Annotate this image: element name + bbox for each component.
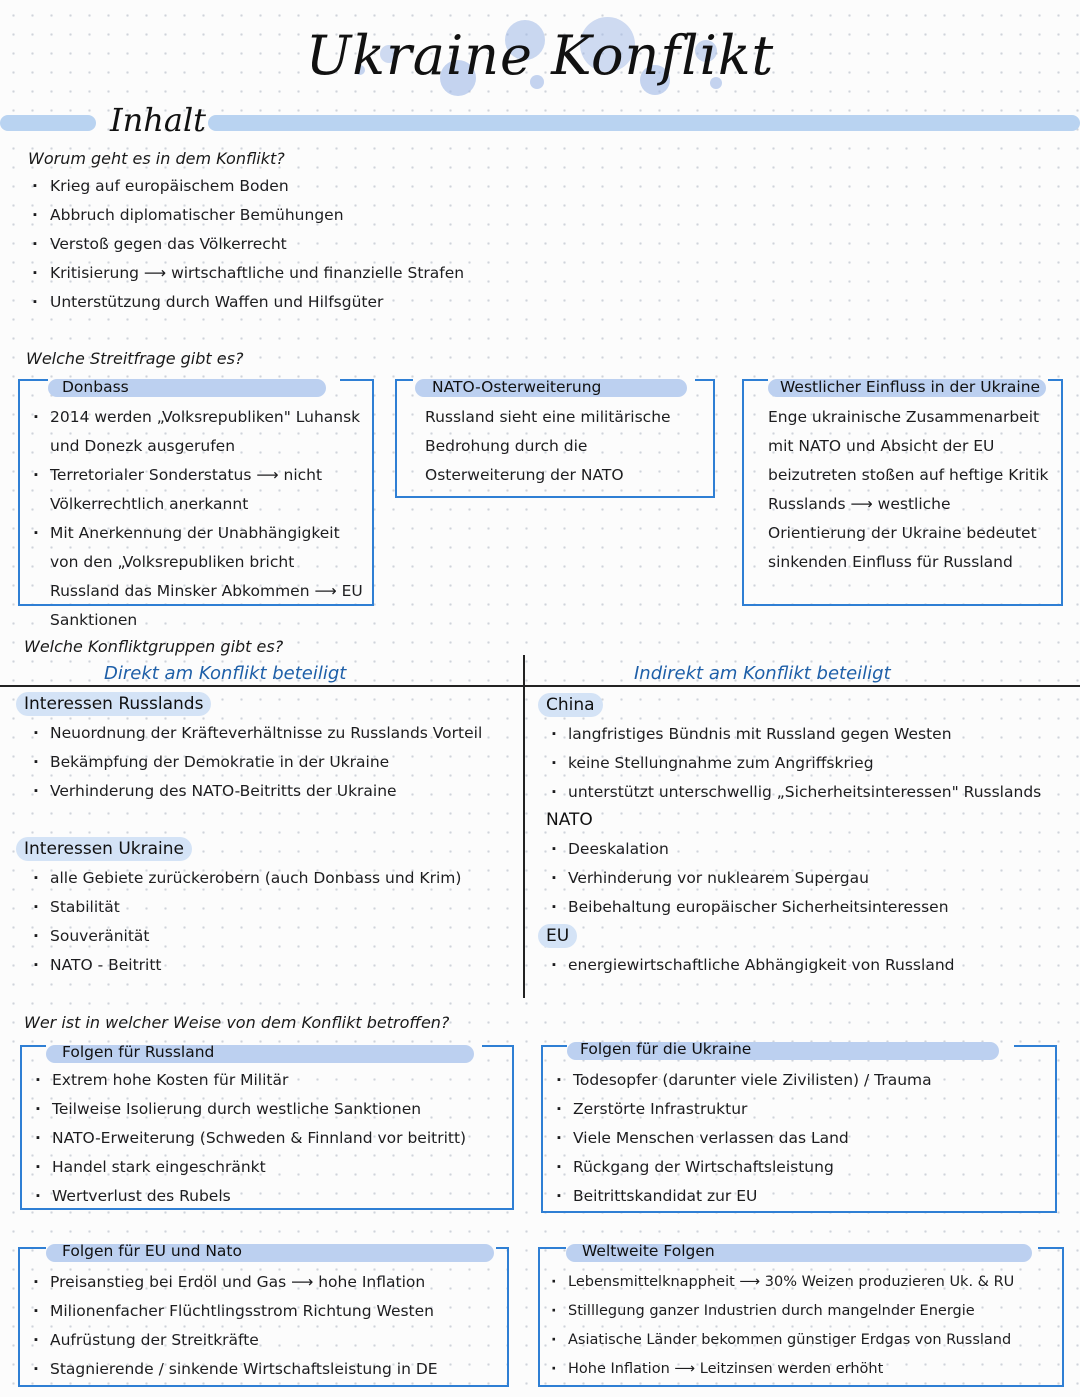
nato-box-top [395,379,413,381]
list-item: · Milionenfacher Flüchtlingsstrom Richtung Westen [30,1297,508,1326]
list-item: · Neuordnung der Kräfteverhältnisse zu Russlands Vorteil [30,719,510,748]
list-item: · 2014 werden „Volksrepubliken" Luhansk und Donezk ausgerufen [30,403,365,461]
list-item: · Beitrittskandidat zur EU [553,1182,1053,1211]
inhalt-heading: Inhalt [110,101,207,139]
list-item: · keine Stellungnahme zum Angriffskrieg [548,749,1073,778]
donbass-box-top-right [340,379,374,381]
nato-label: NATO-Osterweiterung [432,378,602,396]
eu-tag: EU [538,924,577,948]
list-item: · unterstützt unterschwellig „Sicherheitsinteressen" Russlands [548,778,1073,807]
westlich-label: Westlicher Einfluss in der Ukraine [780,378,1041,396]
westlich-box-top-right [1048,379,1063,381]
list-item: · langfristiges Bündnis mit Russland gegen Westen [548,720,1073,749]
groups-divider-horizontal [0,685,1080,687]
nato-group-list [548,835,1073,922]
list-item: · Zerstörte Infrastruktur [553,1095,1053,1124]
question-betroffen: Wer ist in welcher Weise von dem Konflikt betroffen? [24,1013,450,1032]
list-item: · Deeskalation [548,835,1073,864]
folgen-russland-top-right [482,1045,514,1047]
list-item: · Verhinderung des NATO-Beitritts der Ukraine [30,777,510,806]
china-tag: China [538,693,603,717]
direct-heading: Direkt am Konflikt beteiligt [104,663,347,684]
list-item: · Todesopfer (darunter viele Zivilisten) / Trauma [553,1066,1053,1095]
nato-box-top-right [695,379,715,381]
list-item: · Hohe Inflation ⟶ Leitzinsen werden erhöht [548,1355,1063,1384]
folgen-ukraine-top [541,1045,567,1047]
list-item: · Stilllegung ganzer Industrien durch mangelnder Energie [548,1297,1063,1326]
list-item: · Preisanstieg bei Erdöl und Gas ⟶ hohe Inflation [30,1268,508,1297]
list-item: · Extrem hohe Kosten für Militär [32,1066,512,1095]
ukraine-tag: Interessen Ukraine [16,837,192,861]
folgen-eu-nato-list [30,1268,508,1384]
list-item: · Kritisierung ⟶ wirtschaftliche und finanzielle Strafen [30,259,464,288]
folgen-russland-list [32,1066,512,1211]
list-item: · Krieg auf europäischem Boden [30,172,464,201]
weltweit-list [548,1268,1063,1384]
list-item: · Viele Menschen verlassen das Land [553,1124,1053,1153]
page-title: Ukraine Konflikt [305,24,775,87]
list-item: · Mit Anerkennung der Unabhängigkeit von den „Volksrepubliken bricht Russland das Minsker Abkommen ⟶ EU Sanktionen [30,519,365,635]
list-item: · NATO-Erweiterung (Schweden & Finnland vor beitritt) [32,1124,512,1153]
folgen-eu-nato-label: Folgen für EU und Nato [62,1242,242,1260]
nato-text: Russland sieht eine militärische Bedrohung durch die Osterweiterung der NATO [425,408,671,484]
question-worum: Worum geht es in dem Konflikt? [28,149,285,168]
list-item: · alle Gebiete zurückerobern (auch Donbass und Krim) [30,864,510,893]
folgen-ukraine-list [553,1066,1053,1211]
westlich-box-top [742,379,768,381]
groups-divider-vertical [523,655,525,998]
weltweit-label: Weltweite Folgen [582,1242,715,1260]
indirect-heading: Indirekt am Konflikt beteiligt [634,663,891,684]
nato-group-tag: NATO [546,810,593,830]
list-item: · Stagnierende / sinkende Wirtschaftsleistung in DE [30,1355,508,1384]
list-item: · Aufrüstung der Streitkräfte [30,1326,508,1355]
question-konfliktgruppen: Welche Konfliktgruppen gibt es? [24,637,284,656]
folgen-eu-nato-top-right [496,1247,509,1249]
list-item: · Verstoß gegen das Völkerrecht [30,230,464,259]
worum-list [30,172,464,317]
folgen-ukraine-top-right [1014,1045,1057,1047]
list-item: · Terretorialer Sonderstatus ⟶ nicht Völkerrechtlich anerkannt [30,461,365,519]
russia-tag: Interessen Russlands [16,692,211,716]
list-item: · Rückgang der Wirtschaftsleistung [553,1153,1053,1182]
donbass-box-top [18,379,48,381]
westlich-text: Enge ukrainische Zusammenarbeit mit NATO und Absicht der EU beizutreten stoßen auf heftige Kritik Russlands ⟶ westliche Orientierung der Ukraine bedeutet sinkenden Einfluss für Russland [768,408,1049,571]
list-item: · Handel stark eingeschränkt [32,1153,512,1182]
folgen-ukraine-label: Folgen für die Ukraine [580,1040,752,1058]
russia-list [30,719,510,806]
inhalt-bar-right [208,115,1080,131]
weltweit-top-right [1038,1247,1064,1249]
question-streitfrage: Welche Streitfrage gibt es? [26,349,244,368]
weltweit-top [538,1247,566,1249]
folgen-russland-label: Folgen für Russland [62,1043,215,1061]
china-list [548,720,1073,807]
list-item: · Lebensmittelknappheit ⟶ 30% Weizen produzieren Uk. & RU [548,1268,1063,1297]
list-item: · NATO - Beitritt [30,951,510,980]
donbass-list [30,403,365,635]
inhalt-bar-left [0,115,96,131]
list-item: · Wertverlust des Rubels [32,1182,512,1211]
list-item: · Souveränität [30,922,510,951]
list-item: · Unterstützung durch Waffen und Hilfsgüter [30,288,464,317]
list-item: · Beibehaltung europäischer Sicherheitsinteressen [548,893,1073,922]
list-item: · Bekämpfung der Demokratie in der Ukraine [30,748,510,777]
list-item: · Verhinderung vor nuklearem Supergau [548,864,1073,893]
list-item: · Abbruch diplomatischer Bemühungen [30,201,464,230]
list-item: · Teilweise Isolierung durch westliche Sanktionen [32,1095,512,1124]
folgen-eu-nato-top [18,1247,46,1249]
list-item: · Stabilität [30,893,510,922]
donbass-label: Donbass [62,378,129,396]
folgen-russland-top [20,1045,46,1047]
ukraine-list [30,864,510,980]
list-item: · Asiatische Länder bekommen günstiger Erdgas von Russland [548,1326,1063,1355]
list-item: · energiewirtschaftliche Abhängigkeit von Russland [548,951,1073,980]
eu-list [548,951,1073,980]
